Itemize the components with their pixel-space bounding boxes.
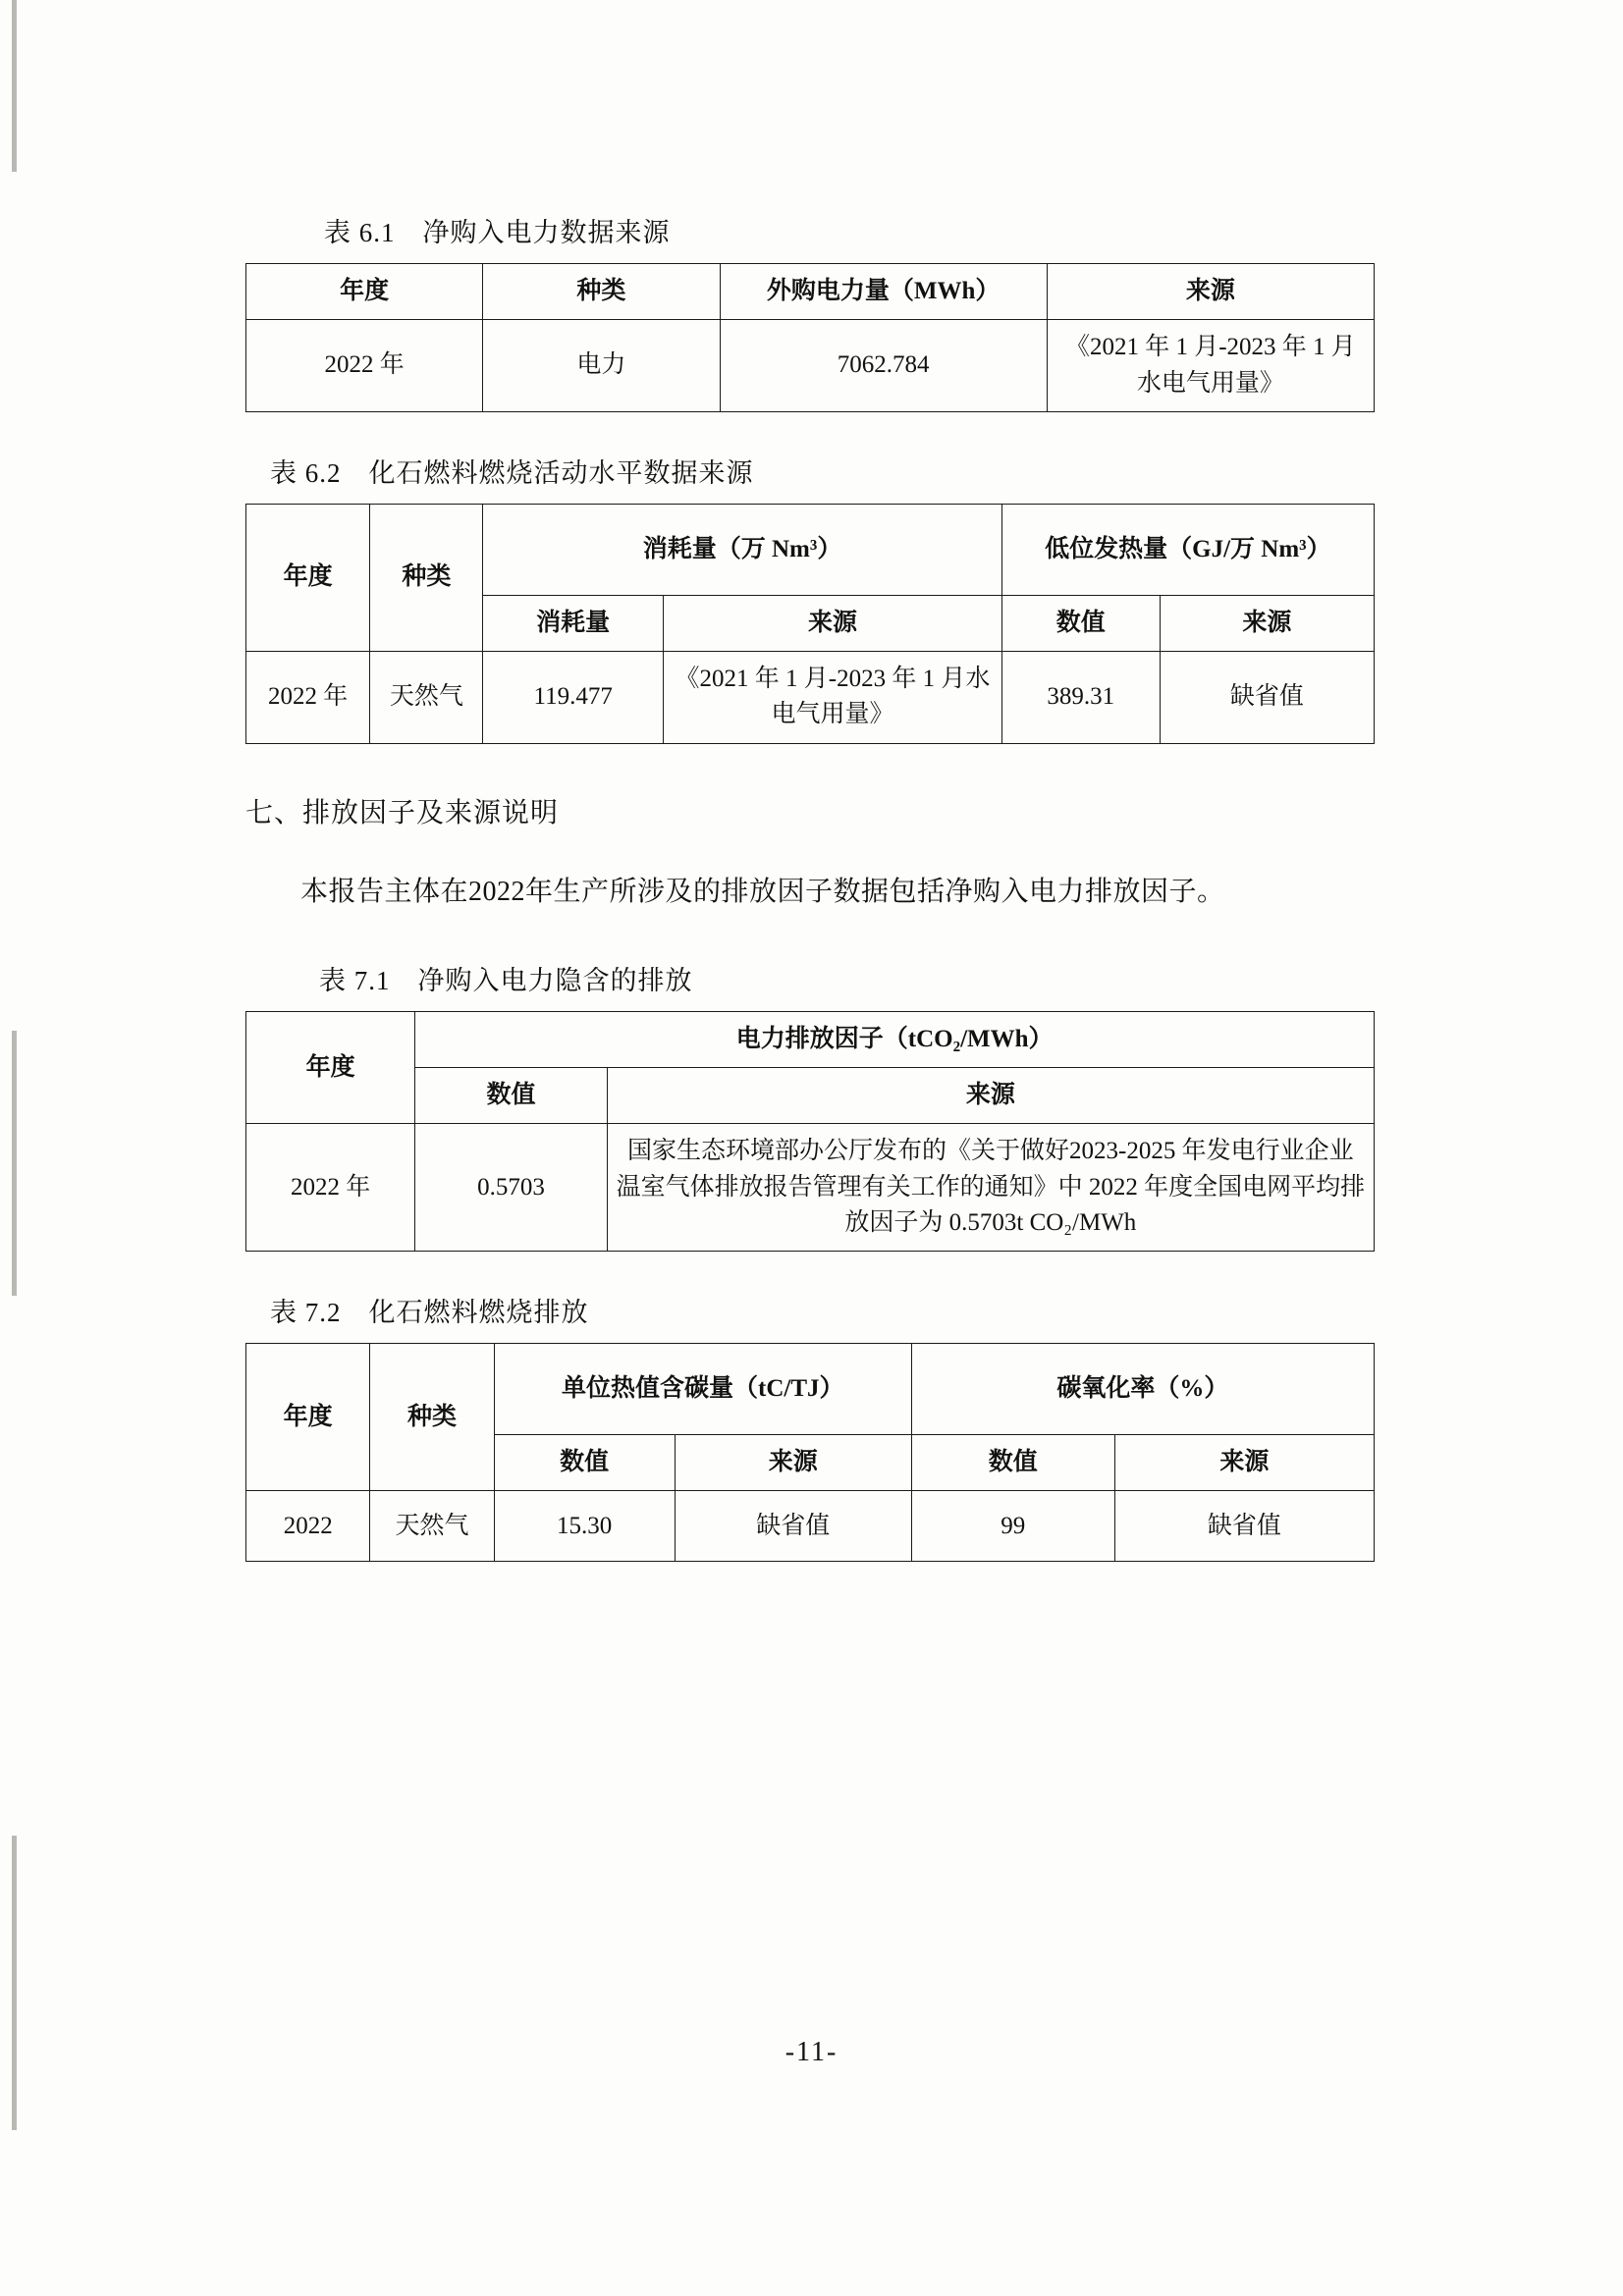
cell-oxidation-value: 99 [911,1491,1114,1562]
scan-edge-mark-top [12,0,17,172]
cell-type: 天然气 [370,1491,494,1562]
column-header-oxidation-rate-group: 碳氧化率（%） [911,1344,1374,1435]
column-header-carbon-value: 数值 [494,1435,675,1491]
column-header-source: 来源 [607,1068,1374,1124]
cell-year: 2022 年 [246,652,370,744]
table-6-1 [245,263,1375,412]
cell-year: 2022 [246,1491,370,1562]
cell-consumption-source: 《2021 年 1 月-2023 年 1 月水电气用量》 [664,652,1002,744]
scan-edge-mark-lower [12,1836,17,2130]
table-row [246,504,1375,595]
column-header-source-consumption: 来源 [664,595,1002,651]
cell-year: 2022 年 [246,1124,415,1252]
table-7-2-caption: 表 7.2 化石燃料燃烧排放 [270,1298,589,1328]
column-header-carbon-content-group: 单位热值含碳量（tC/TJ） [494,1344,911,1435]
column-header-purchased-power: 外购电力量（MWh） [720,264,1047,320]
table-6-2-caption: 表 6.2 化石燃料燃烧活动水平数据来源 [270,457,754,488]
column-header-source: 来源 [1047,264,1374,320]
column-header-type: 种类 [483,264,720,320]
cell-purchased-power: 7062.784 [720,320,1047,412]
table-7-1-caption: 表 7.1 净购入电力隐含的排放 [319,965,693,995]
column-header-year: 年度 [246,504,370,651]
cell-heat-source: 缺省值 [1160,652,1374,744]
column-header-type: 种类 [370,1344,494,1491]
scan-edge-mark-mid [12,1031,17,1296]
table-row [246,320,1375,412]
cell-carbon-source: 缺省值 [675,1491,911,1562]
spacer [245,920,1375,959]
section-heading-7: 七、排放因子及来源说明 [245,797,560,828]
page-number: -11- [784,2037,839,2067]
column-header-type: 种类 [370,504,483,651]
column-header-carbon-source: 来源 [675,1435,911,1491]
table-row [246,652,1375,744]
column-header-consumption-group: 消耗量（万 Nm³） [483,504,1002,595]
cell-oxidation-source: 缺省值 [1114,1491,1374,1562]
column-header-heat-value-group: 低位发热量（GJ/万 Nm³） [1001,504,1374,595]
column-header-year: 年度 [246,1011,415,1124]
table-6-1-caption: 表 6.1 净购入电力数据来源 [324,218,671,247]
column-header-consumption: 消耗量 [483,595,664,651]
cell-emission-factor-value: 0.5703 [415,1124,607,1252]
table-7-1 [245,1011,1375,1252]
cell-heat-value: 389.31 [1001,652,1160,744]
cell-type: 电力 [483,320,720,412]
table-row [246,1011,1375,1067]
section-7-paragraph: 本报告主体在2022年生产所涉及的排放因子数据包括净购入电力排放因子。 [300,876,1225,907]
spacer [245,1252,1375,1291]
column-header-source-heat: 来源 [1160,595,1374,651]
column-header-power-emission-factor-group: 电力排放因子（tCO₂/MWh） [415,1011,1375,1067]
cell-source: 《2021 年 1 月-2023 年 1 月水电气用量》 [1047,320,1374,412]
table-6-2 [245,504,1375,744]
cell-carbon-value: 15.30 [494,1491,675,1562]
column-header-value: 数值 [415,1068,607,1124]
table-row [246,1344,1375,1435]
page-content [245,211,1375,1562]
table-row [246,1068,1375,1124]
column-header-oxidation-source: 来源 [1114,1435,1374,1491]
table-row [246,264,1375,320]
column-header-oxidation-value: 数值 [911,1435,1114,1491]
cell-consumption: 119.477 [483,652,664,744]
spacer [245,412,1375,452]
cell-year: 2022 年 [246,320,483,412]
column-header-year: 年度 [246,264,483,320]
column-header-value: 数值 [1001,595,1160,651]
table-row [246,1491,1375,1562]
cell-type: 天然气 [370,652,483,744]
table-row [246,1124,1375,1252]
column-header-year: 年度 [246,1344,370,1491]
table-7-2 [245,1343,1375,1562]
cell-emission-factor-source: 国家生态环境部办公厅发布的《关于做好2023-2025 年发电行业企业温室气体排放报告管理有关工作的通知》中 2022 年度全国电网平均排放因子为 0.5703t CO₂/MWh [607,1124,1374,1252]
